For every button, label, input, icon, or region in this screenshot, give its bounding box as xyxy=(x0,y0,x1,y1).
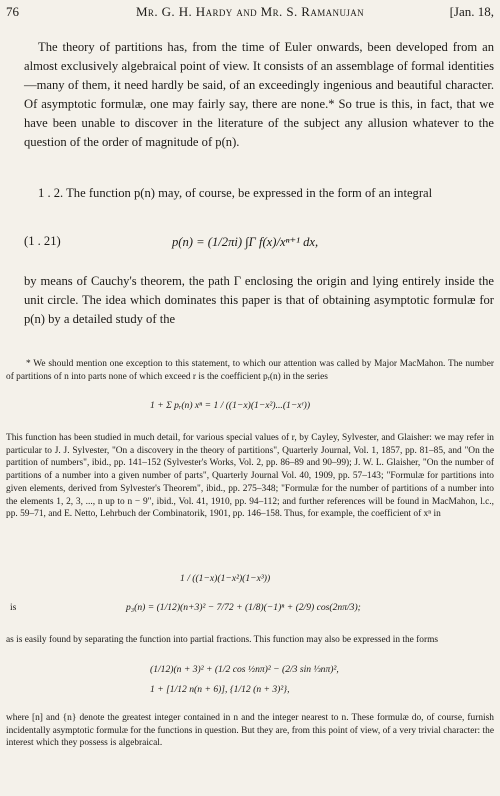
footnote-equation-series: 1 + Σ pᵣ(n) xⁿ = 1 / ((1−x)(1−x²)...(1−xʳ)) xyxy=(150,400,311,411)
footnote-equation-prefix: is xyxy=(10,602,17,613)
equation-number: (1 . 21) xyxy=(24,234,61,248)
footnote-equation-fraction: 1 / ((1−x)(1−x²)(1−x³)) xyxy=(180,573,271,584)
page-number: 76 xyxy=(6,4,19,19)
running-head: Mr. G. H. Hardy and Mr. S. Ramanujan xyxy=(135,4,365,19)
body-paragraph-3: by means of Cauchy's theorem, the path Γ enclosing the origin and lying entirely inside the unit circle. The idea which dominates this paper is that of obtaining asymptotic formulæ for p(n) by a detailed study of the xyxy=(24,274,494,326)
footnote-equation-form-1: (1/12)(n + 3)² + (1/2 cos ½nπ)² − (2/3 sin ⅓nπ)², xyxy=(150,664,339,675)
footnote-equation-form-2: 1 + [1/12 n(n + 6)], {1/12 (n + 3)²}, xyxy=(150,684,290,695)
header-date: [Jan. 18, xyxy=(449,4,494,19)
page-header xyxy=(6,4,494,20)
footnote-paragraph-3: as is easily found by separating the function into partial fractions. This function may also be expressed in the forms xyxy=(6,635,439,645)
equation-expression: p(n) = (1/2πi) ∫Γ f(x)/xⁿ⁺¹ dx, xyxy=(172,235,319,249)
equation-1-21 xyxy=(24,226,494,266)
body-paragraph-2: 1 . 2. The function p(n) may, of course, be expressed in the form of an integral xyxy=(38,186,433,200)
body-paragraph-1: The theory of partitions has, from the time of Euler onwards, been developed from an almost exclusively algebraical point of view. It consists of an assemblage of formal identities—many of them, it need hardly be said, of an exceedingly ingenious and beautiful character. Of asymptotic formulæ, one may fairly say, there are none.* So true is this, in fact, that we have been unable to discover in the literature of the subject any allusion whatever to the question of the order of magnitude of p(n). xyxy=(24,40,494,149)
footnote-paragraph-4: where [n] and {n} denote the greatest integer contained in n and the integer nearest to n. These formulæ do, of course, furnish incidentally asymptotic formulæ for the functions in question. But they are, from this point of view, of a very trivial character: the interest which they possess is algebraical. xyxy=(6,713,494,749)
footnote-paragraph-2: This function has been studied in much detail, for various special values of r, by Cayley, Sylvester, and Glaisher: we may refer in particular to J. J. Sylvester, "On a discovery in the theory of partitions", Quarterly Journal, Vol. 1, 1857, pp. 81–85, and "On the partition of numbers", ibid., pp. 141–152 (Sylvester's Works, Vol. 2, pp. 86–89 and 90–99); J. W. L. Glaisher, "On the number of partitions of a number into a given number of parts", Quarterly Journal Vol. 40, 1909, pp. 57–143; "Formulæ for partitions into given elements, derived from Sylvester's Theorem", ibid., pp. 275–348; "Formulæ for the number of partitions of a number into the elements 1, 2, 3, ..., n up to n − 9", ibid., Vol. 41, 1910, pp. 94–112; and further references will be found in MacMahon, l.c., pp. 59–71, and E. Netto, Lehrbuch der Combinatorik, 1901, pp. 146–158. Thus, for example, the coefficient of xⁿ in xyxy=(6,433,494,520)
footnote-paragraph-1: * We should mention one exception to this statement, to which our attention was called by Major MacMahon. The number of partitions of n into parts none of which exceed r is the coefficient pᵣ(n) in the series xyxy=(6,359,494,382)
footnote-equation-p3: p₃(n) = (1/12)(n+3)² − 7/72 + (1/8)(−1)ⁿ + (2/9) cos(2nπ/3); xyxy=(126,602,361,613)
